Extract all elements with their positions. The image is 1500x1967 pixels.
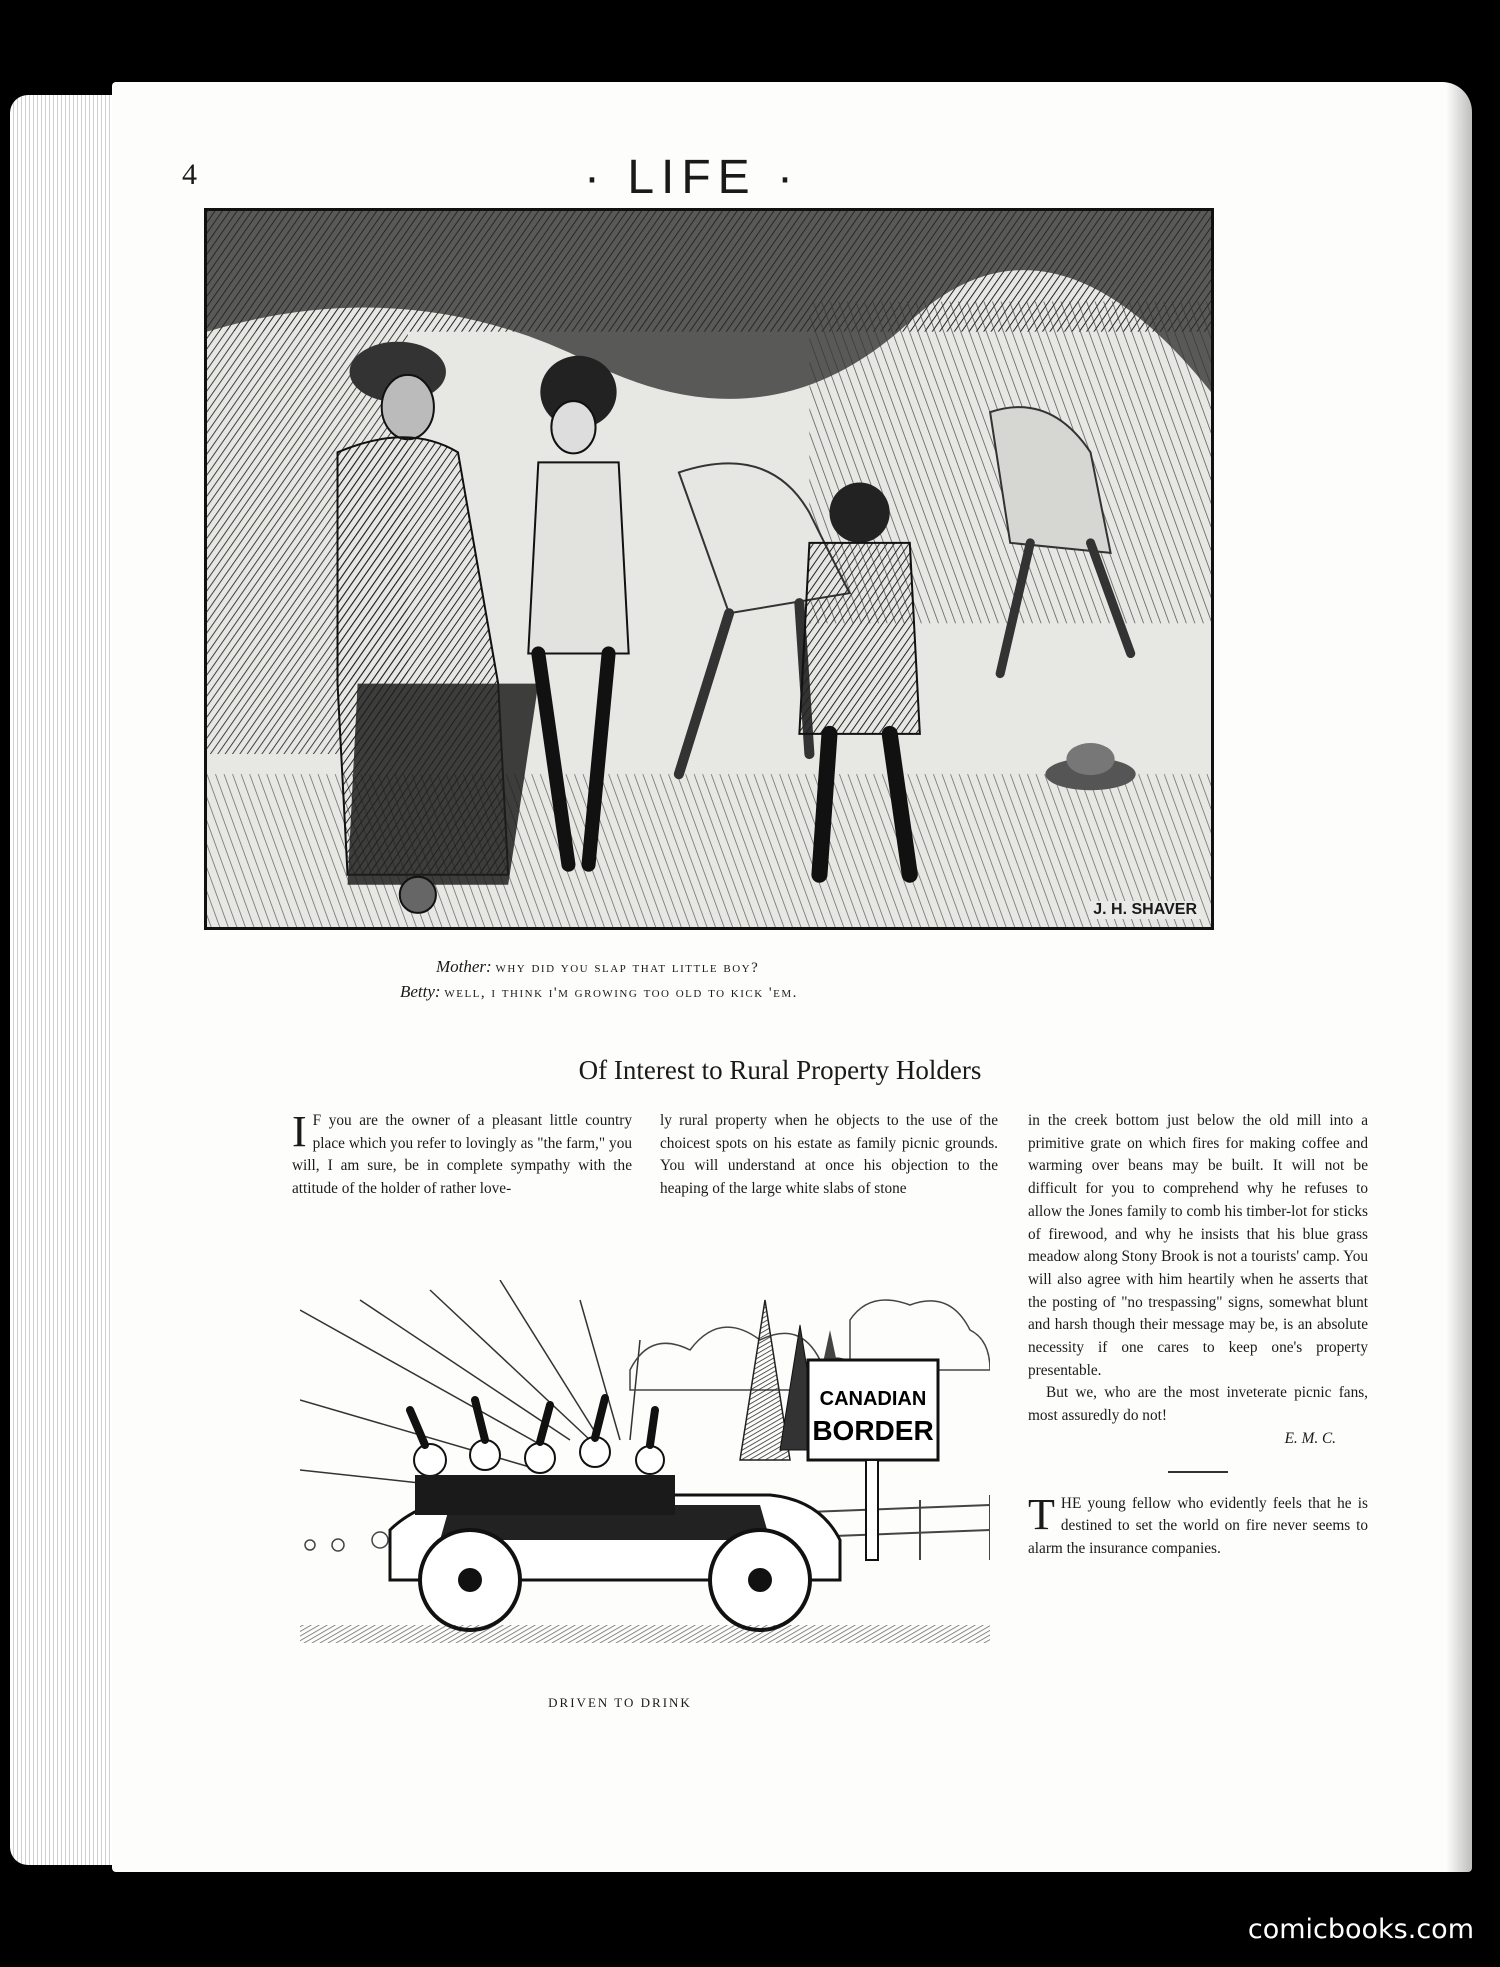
cartoon-caption: DRIVEN TO DRINK <box>548 1695 692 1710</box>
drop-cap: I <box>292 1107 307 1156</box>
article-text: in the creek bottom just below the old mill into a primitive grate on which fires for making coffee and warming over beans may be built. It will not be difficult for you to comprehend why he refuses to allow the Jones family to comb his timber-lot for sticks of firewood, and why he insists that his blue grass meadow along Stony Brook is not a tourists' camp. You will also agree with him heartily when he asserts that the posting of "no trespassing" signs, somewhat blunt and harsh though their message may be, is an absolute necessity if one cares to keep one's property presentable. <box>1028 1112 1368 1379</box>
page-number: 4 <box>182 158 197 191</box>
sign-line-2: BORDER <box>812 1415 934 1446</box>
border-cartoon <box>300 1280 990 1680</box>
masthead: · LIFE · <box>584 151 801 204</box>
article-column-1 <box>292 1107 632 1201</box>
filler-text: HE young fellow who evidently feels that he is destined to set the world on fire never seems to alarm the insurance companies. <box>1028 1494 1368 1557</box>
article-byline: E. M. C. <box>1284 1429 1336 1447</box>
main-illustration <box>204 208 1214 930</box>
site-watermark: comicbooks.com <box>1247 1914 1474 1945</box>
book-page-edges <box>10 95 120 1865</box>
caption-dialogue: well, i think i'm growing too old to kick 'em. <box>444 985 798 1001</box>
caption-dialogue: why did you slap that little boy? <box>495 960 760 976</box>
cartoon-drawing <box>300 1280 990 1680</box>
caption-line <box>400 980 1020 1005</box>
sign-line-1: CANADIAN <box>819 1388 927 1410</box>
article-text: F you are the owner of a pleasant little country place which you refer to lovingly as "the farm," you will, I am sure, be in complete sympathy with the attitude of the holder of rather love- <box>292 1112 632 1198</box>
article-text: ly rural property when he objects to the use of the choicest spots on his estate as family picnic grounds. You will understand at once his objection to the heaping of the large white slabs of stone <box>660 1112 998 1198</box>
filler-paragraph <box>1028 1489 1368 1561</box>
article-closing: But we, who are the most inveterate picnic fans, most assuredly do not! <box>1028 1384 1368 1425</box>
caption-line <box>400 955 1020 980</box>
article-column-3 <box>1028 1110 1368 1561</box>
artist-signature: J. H. SHAVER <box>1089 901 1201 919</box>
illustration-drawing <box>207 211 1211 927</box>
article-headline: Of Interest to Rural Property Holders <box>578 1055 982 1085</box>
passengers <box>410 1398 675 1515</box>
page-gutter-shadow <box>1446 82 1472 1872</box>
caption-speaker: Betty: <box>400 982 441 1001</box>
drop-cap: T <box>1028 1489 1055 1539</box>
section-divider <box>1168 1471 1228 1473</box>
article-column-2 <box>660 1110 998 1201</box>
caption-speaker: Mother: <box>436 957 492 976</box>
illustration-caption <box>400 955 1020 1005</box>
